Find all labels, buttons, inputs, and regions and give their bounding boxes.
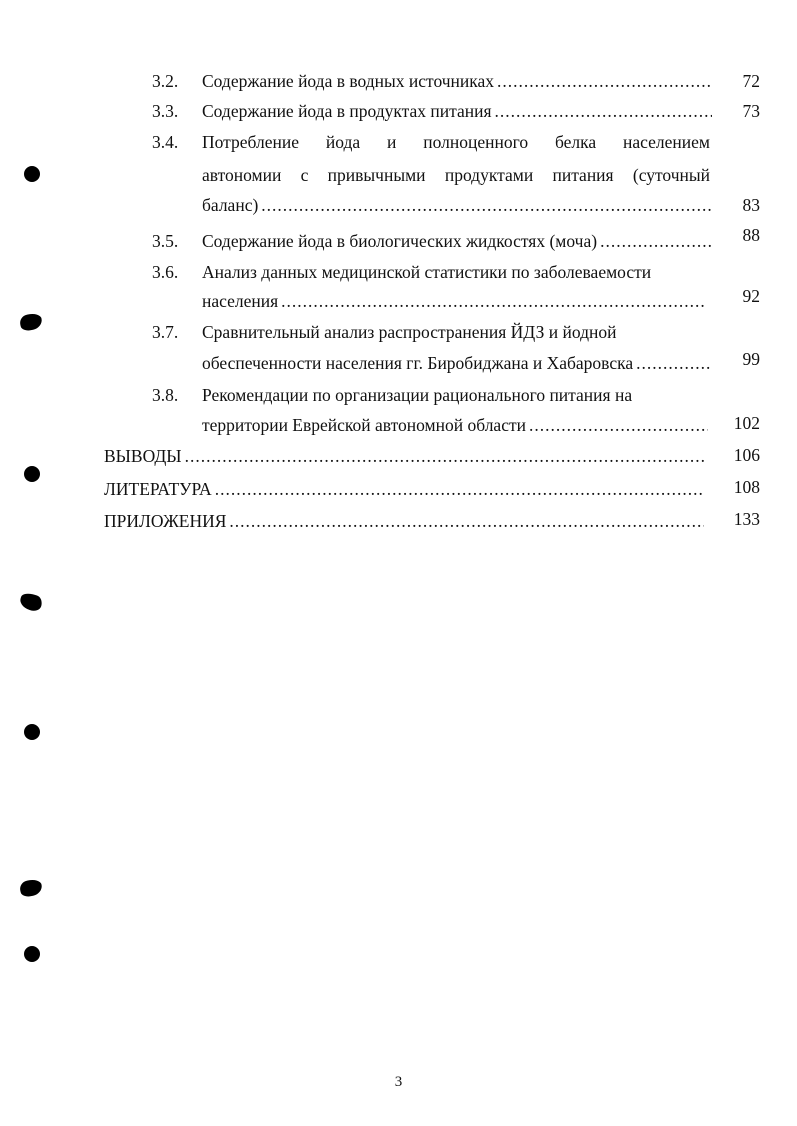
- toc-entry-3-2-page: 72: [742, 71, 760, 91]
- toc-entry-3-3-title: Содержание йода в продуктах питания: [202, 101, 492, 121]
- toc-entry-3-7-page: 99: [742, 349, 760, 369]
- toc-entry-3-7-number: 3.7.: [152, 322, 179, 342]
- scan-artifact-3: [19, 878, 44, 898]
- toc-entry-3-4-title-end: баланс): [202, 195, 259, 215]
- toc-entry-literature: [104, 478, 704, 500]
- toc-entry-3-6-page: 92: [742, 286, 760, 306]
- toc-entry-appendices-title: ПРИЛОЖЕНИЯ: [104, 511, 227, 531]
- toc-entry-3-8-number: 3.8.: [152, 385, 179, 405]
- toc-entry-3-7-line-2: [202, 352, 710, 374]
- toc-entry-3-7-title-end: обеспеченности населения гг. Биробиджана и Хабаровска: [202, 353, 634, 373]
- toc-entry-3-8-line-1: Рекомендации по организации рационального питания на: [202, 385, 633, 405]
- toc-entry-3-6-line-1: Анализ данных медицинской статистики по заболеваемости: [202, 262, 652, 282]
- toc-entry-appendices-page: 133: [733, 509, 760, 529]
- toc-entry-3-5-number: 3.5.: [152, 231, 179, 251]
- toc-entry-literature-page: 108: [733, 477, 760, 497]
- toc-entry-3-5: [202, 230, 712, 252]
- toc-entry-3-4-line-3: [202, 194, 712, 216]
- toc-entry-3-6-line-2: [202, 290, 706, 312]
- toc-entry-3-6-title-end: населения: [202, 291, 279, 311]
- toc-entry-3-3-number: 3.3.: [152, 101, 179, 121]
- toc-entry-3-4-line-1: Потребление йода и полноценного белка населением: [202, 132, 710, 152]
- toc-entry-conclusions-page: 106: [733, 445, 760, 465]
- toc-entry-3-2: [202, 70, 712, 92]
- toc-entry-3-8-line-2: [202, 414, 708, 436]
- scan-artifact-2: [18, 591, 44, 613]
- toc-entry-3-3: [202, 100, 712, 122]
- toc-entry-3-7-line-1: Сравнительный анализ распространения ЙДЗ и йодной: [202, 322, 617, 342]
- toc-entry-appendices: [104, 510, 704, 532]
- toc-entry-3-2-number: 3.2.: [152, 71, 179, 91]
- toc-entry-3-4-number: 3.4.: [152, 132, 179, 152]
- toc-entry-3-8-page: 102: [733, 413, 760, 433]
- toc-entry-3-5-title: Содержание йода в биологических жидкостях (моча): [202, 231, 598, 251]
- toc-entry-3-8-title-end: территории Еврейской автономной области: [202, 415, 526, 435]
- binder-hole-1: [24, 166, 40, 182]
- toc-entry-3-6-number: 3.6.: [152, 262, 179, 282]
- toc-entry-3-3-page: 73: [742, 101, 760, 121]
- toc-entry-conclusions-title: ВЫВОДЫ: [104, 446, 182, 466]
- toc-entry-3-4-line-2: автономии с привычными продуктами питания (суточный: [202, 165, 710, 185]
- toc-entry-literature-title: ЛИТЕРАТУРА: [104, 479, 212, 499]
- toc-entry-3-2-title: Содержание йода в водных источниках: [202, 71, 495, 91]
- binder-hole-3: [24, 724, 40, 740]
- binder-hole-4: [24, 946, 40, 962]
- toc-entry-3-5-page: 88: [742, 225, 760, 245]
- scan-artifact-1: [19, 312, 44, 332]
- page-number: 3: [394, 1074, 403, 1090]
- toc-entry-3-4-page: 83: [742, 195, 760, 215]
- toc-entry-conclusions: [104, 445, 704, 467]
- binder-hole-2: [24, 466, 40, 482]
